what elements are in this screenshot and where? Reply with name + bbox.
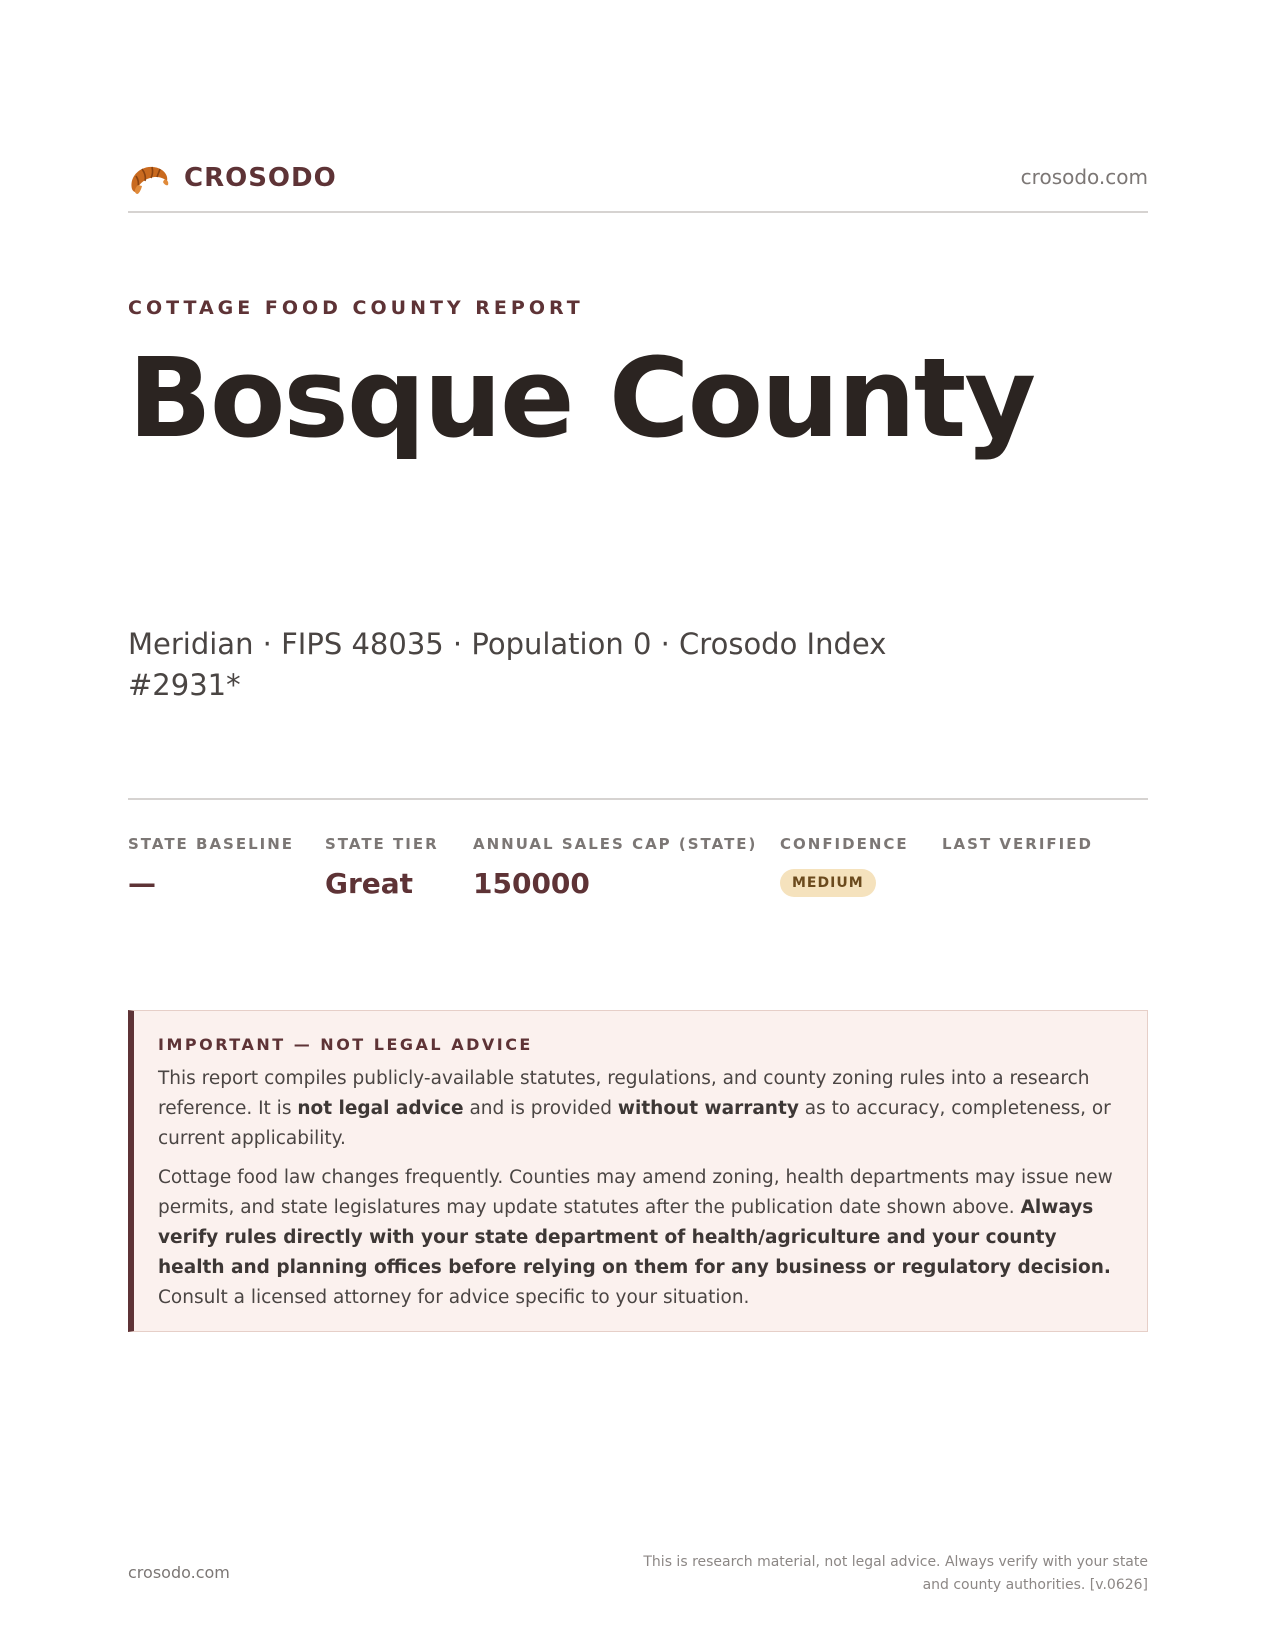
stat-sales-cap (473, 835, 757, 900)
stat-label: LAST VERIFIED (942, 835, 1093, 853)
legal-notice (128, 1010, 1148, 1332)
stat-label: ANNUAL SALES CAP (STATE) (473, 835, 758, 853)
croissant-icon (128, 159, 170, 197)
stat-label: STATE BASELINE (128, 835, 295, 853)
notice-emphasis: without warranty (617, 1098, 799, 1119)
stat-label: STATE TIER (325, 835, 439, 853)
notice-text: This report compiles publicly-available statutes, regulations, and county zoning rules into a research reference. It is (158, 1068, 1090, 1119)
notice-text: Cottage food law changes frequently. Counties may amend zoning, health departments may issue new permits, and state legislatures may update statutes after the publication date shown above. (158, 1167, 1113, 1218)
stat-last-verified (942, 835, 1093, 867)
report-page (128, 0, 1148, 1650)
site-url[interactable]: crosodo.com (1020, 165, 1148, 189)
footer-url[interactable]: crosodo.com (128, 1563, 230, 1582)
stat-confidence (780, 835, 909, 897)
stat-value: — (128, 867, 156, 900)
brand-name: CROSODO (184, 163, 337, 193)
confidence-badge: MEDIUM (780, 869, 876, 897)
notice-emphasis: not legal advice (297, 1098, 464, 1119)
notice-emphasis: Always verify rules directly with your state department of health/agriculture and your county health and planning offices before relying on them for any business or regulatory decision. (158, 1197, 1111, 1278)
stat-state-tier (325, 835, 439, 900)
stat-label: CONFIDENCE (780, 835, 909, 853)
stat-value: Great (325, 867, 414, 900)
notice-text: Consult a licensed attorney for advice specific to your situation. (158, 1287, 750, 1308)
notice-text: as to accuracy, completeness, or current applicability. (158, 1098, 1111, 1149)
section-divider (128, 798, 1148, 800)
stat-value: 150000 (473, 867, 590, 900)
report-subtitle: Meridian · FIPS 48035 · Population 0 · Crosodo Index #2931* (128, 627, 887, 702)
brand[interactable] (128, 159, 337, 197)
page-header (128, 155, 1148, 213)
report-eyebrow: COTTAGE FOOD COUNTY REPORT (128, 297, 584, 319)
page-title: Bosque County (128, 334, 1035, 462)
notice-paragraph (158, 1163, 1121, 1313)
notice-text: and is provided (463, 1098, 618, 1119)
footer-disclaimer: This is research material, not legal advice. Always verify with your state and county authorities. [v.0626] (643, 1554, 1148, 1593)
notice-paragraph (158, 1064, 1121, 1154)
notice-title: IMPORTANT — NOT LEGAL ADVICE (158, 1035, 533, 1054)
stat-state-baseline (128, 835, 294, 900)
